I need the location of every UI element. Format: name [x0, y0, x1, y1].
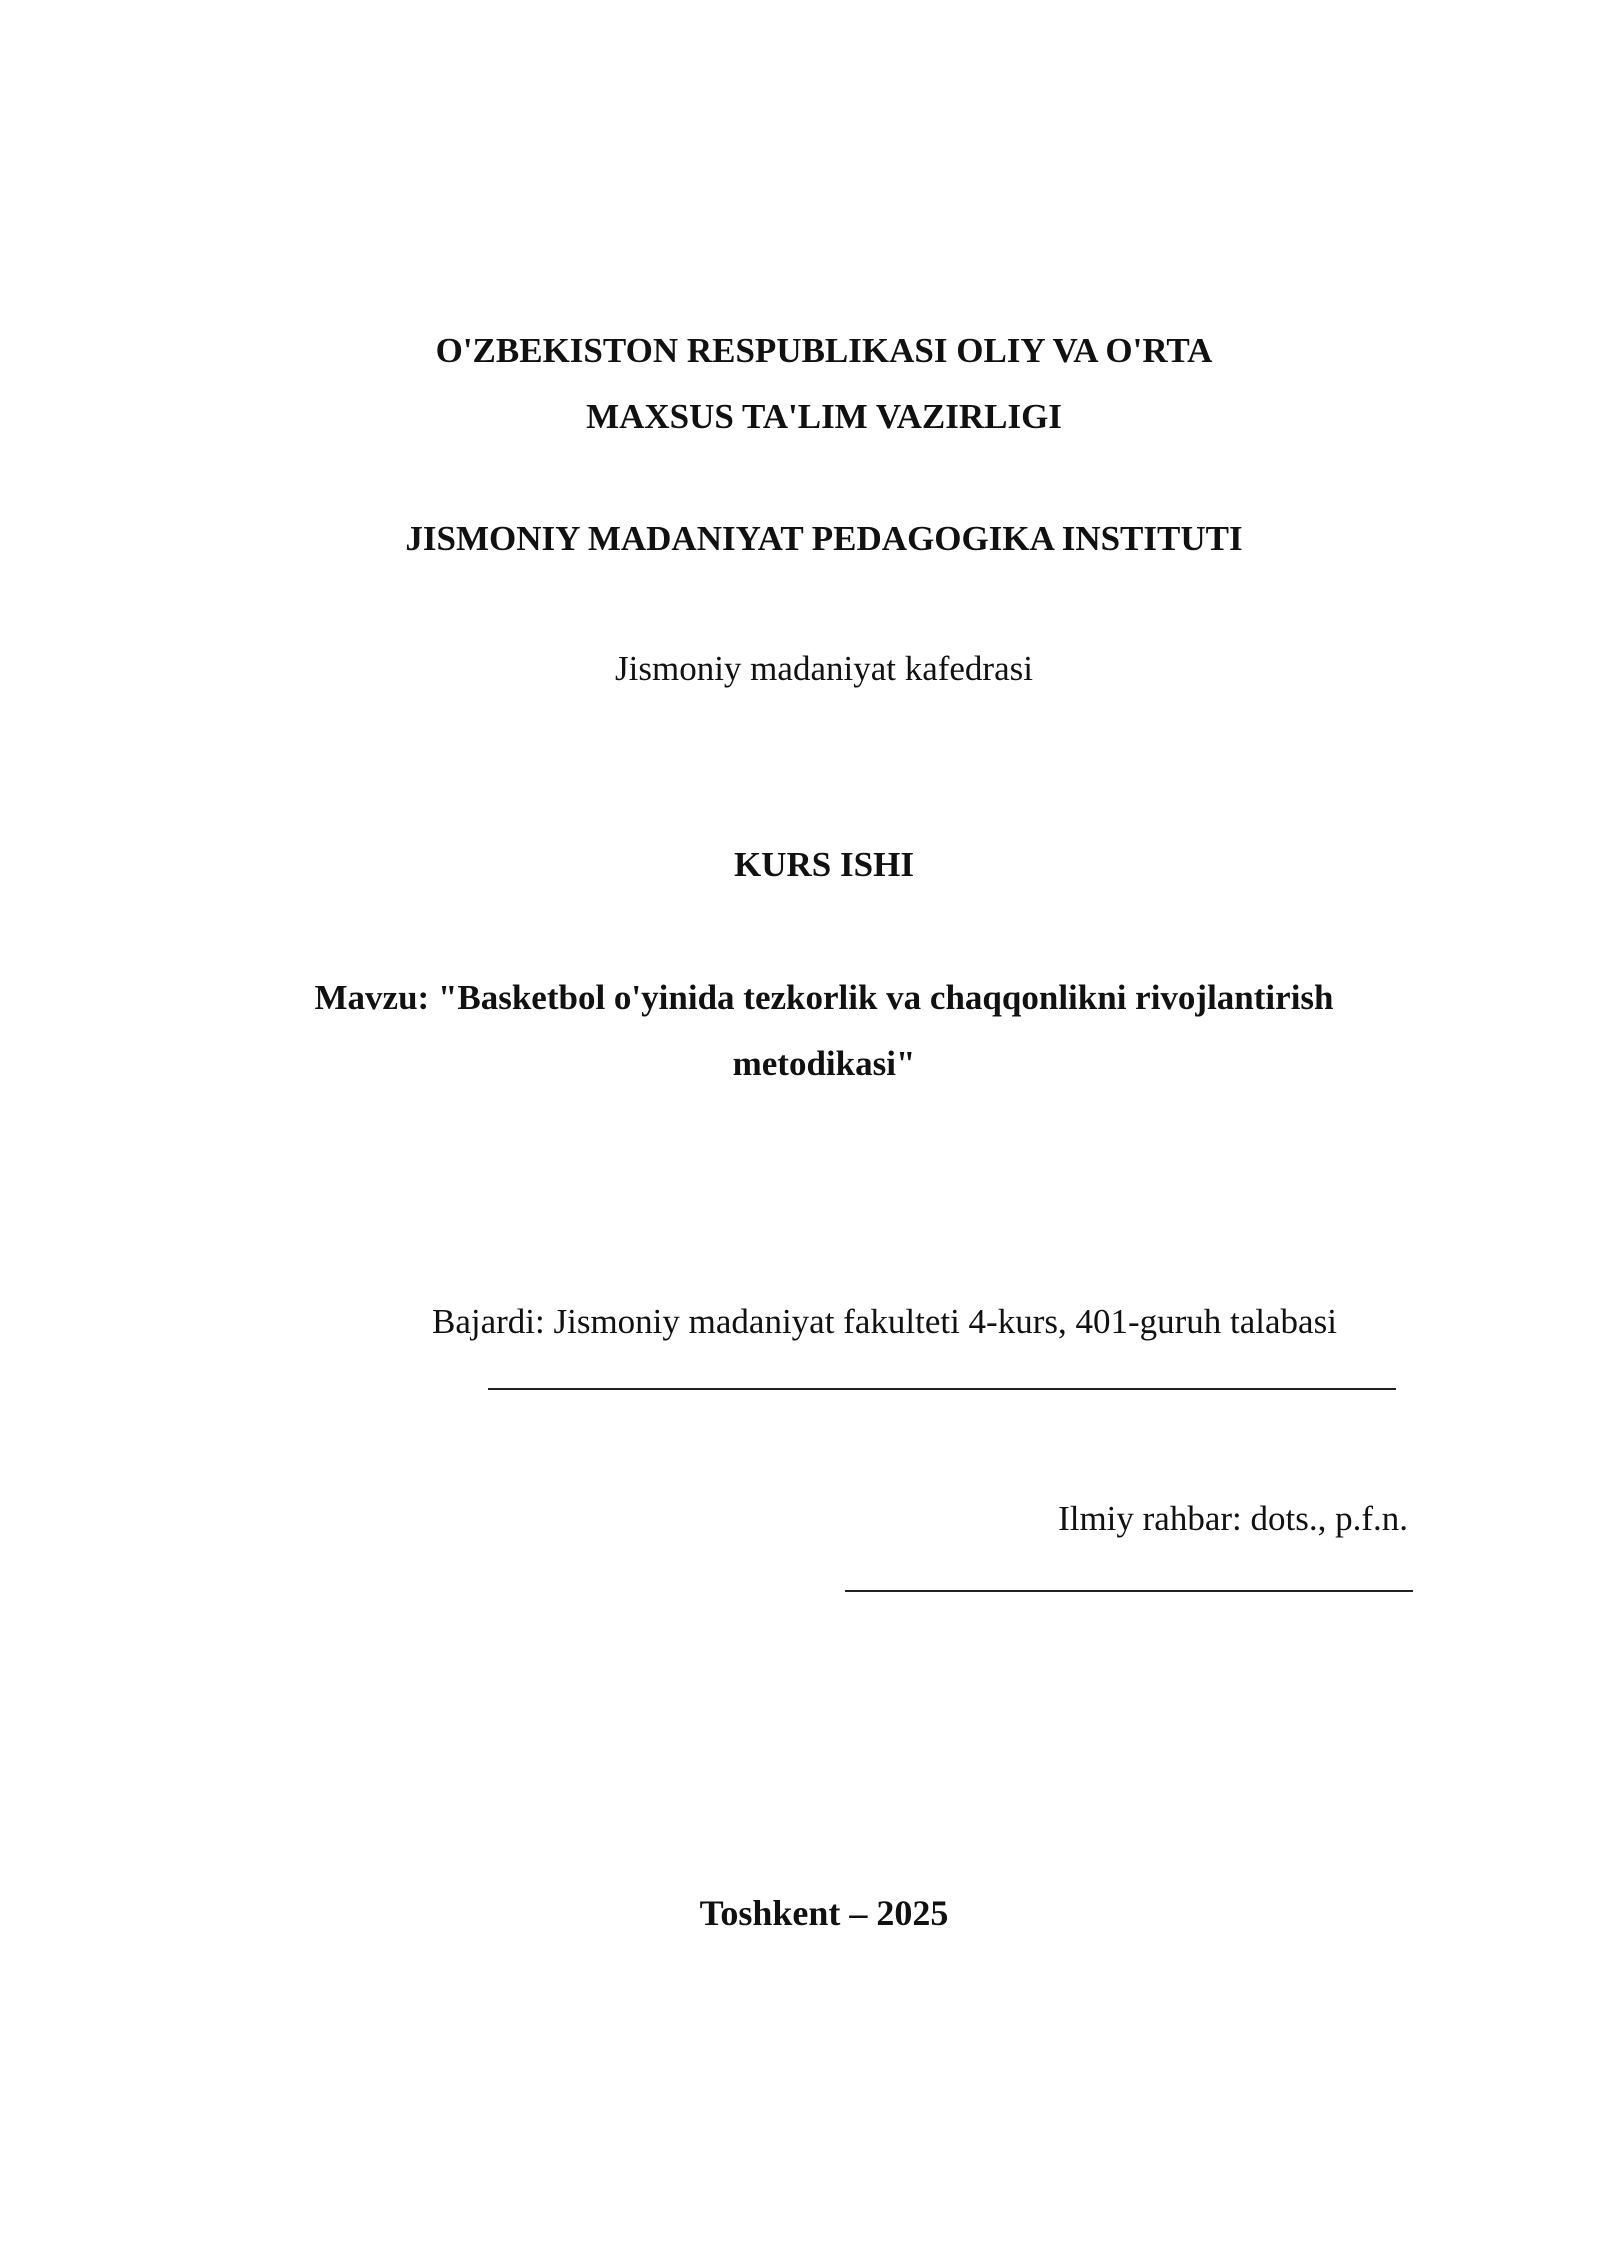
performer-label: Bajardi: Jismoniy madaniyat fakulteti 4-kurs, 401-guruh talabasi: [432, 1302, 1337, 1341]
ministry-line-2: MAXSUS TA'LIM VAZIRLIGI: [586, 397, 1062, 436]
supervisor-label: Ilmiy rahbar: dots., p.f.n.: [1058, 1499, 1408, 1538]
department-name: Jismoniy madaniyat kafedrasi: [615, 649, 1033, 688]
ministry-line-1: O'ZBEKISTON RESPUBLIKASI OLIY VA O'RTA: [435, 331, 1213, 370]
performer-name-blank-line: [488, 1388, 1396, 1390]
institute-name: JISMONIY MADANIYAT PEDAGOGIKA INSTITUTI: [405, 519, 1243, 558]
topic-line-1: Mavzu: "Basketbol o'yinida tezkorlik va chaqqonlikni rivojlantirish: [314, 978, 1334, 1017]
topic-line-2: metodikasi": [732, 1044, 916, 1083]
work-type-title: KURS ISHI: [734, 845, 914, 884]
ministry-heading: [0, 318, 1600, 450]
topic-heading: [250, 965, 1398, 1097]
supervisor-name-blank-line: [845, 1590, 1413, 1592]
city-year: Toshkent – 2025: [699, 1893, 949, 1933]
